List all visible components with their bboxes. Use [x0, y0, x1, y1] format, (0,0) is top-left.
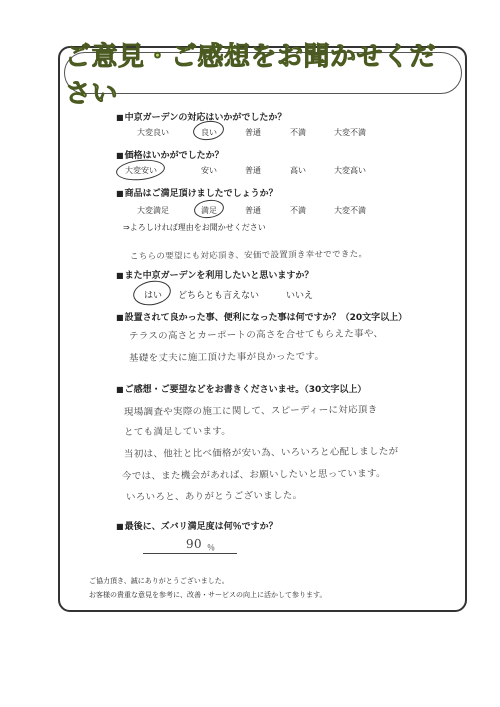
q6-answer-line-4: 今では、また機会があれば、お願いしたいと思っています。 [121, 468, 386, 482]
question-7-label: 最後に、ズバリ満足度は何％ですか？ [124, 522, 278, 532]
square-bullet-icon: ■ [116, 151, 124, 160]
square-bullet-icon: ■ [116, 385, 124, 394]
q6-answer-line-5: いろいろと、ありがとうございました。 [125, 490, 303, 503]
question-1 [116, 110, 286, 123]
q3-reason-prompt: ⇒よろしければ理由をお聞かせください [123, 223, 266, 232]
title-banner [64, 42, 462, 109]
q6-answer-line-1: 現場調査や実際の施工に関して、スピーディーに対応頂き [123, 404, 378, 418]
q4-option-2[interactable]: どちらとも言えない [178, 291, 260, 301]
q2-option-4[interactable]: 高い [290, 166, 306, 175]
square-bullet-icon: ■ [116, 313, 124, 322]
q2-option-1[interactable]: 大変安い [125, 166, 157, 175]
q3-option-1[interactable]: 大変満足 [137, 206, 169, 215]
q3-option-4[interactable]: 不満 [290, 206, 306, 215]
question-5 [116, 310, 407, 323]
question-3 [116, 186, 278, 199]
question-2-label: 価格はいかがでしたか？ [124, 151, 224, 161]
square-bullet-icon: ■ [116, 271, 124, 280]
question-5-label: 設置されて良かった事、便利になった事は何ですか？（20文字以上） [124, 313, 408, 323]
q5-answer-line-2: 基礎を丈夫に施工頂けた事が良かったです。 [128, 350, 325, 364]
q1-option-4[interactable]: 不満 [290, 128, 306, 137]
q1-option-2[interactable]: 良い [201, 128, 217, 137]
q5-answer-line-1: テラスの高さとカーポートの高さを合せてもらえた事や、 [128, 328, 384, 342]
q1-option-1[interactable]: 大変良い [137, 128, 169, 137]
q1-option-5[interactable]: 大変不満 [334, 128, 366, 137]
q3-option-2[interactable]: 満足 [201, 206, 217, 215]
q7-answer-line [143, 553, 237, 554]
question-7 [116, 519, 278, 532]
q7-unit: ％ [207, 543, 215, 552]
footer-thanks: ご協力頂き、誠にありがとうございました。 [89, 577, 229, 585]
q2-option-5[interactable]: 大変高い [334, 166, 366, 175]
q3-option-3[interactable]: 普通 [245, 206, 261, 215]
q6-answer-line-2: とても満足しています。 [123, 425, 232, 438]
footer-note: お客様の貴重な意見を参考に、改善・サービスの向上に活かして参ります。 [89, 591, 327, 599]
square-bullet-icon: ■ [116, 113, 124, 122]
question-6-label: ご感想・ご要望などをお書きくださいませ。（30文字以上） [124, 385, 367, 395]
q4-option-3[interactable]: いいえ [286, 291, 314, 301]
q2-option-2[interactable]: 安い [201, 166, 217, 175]
question-2 [116, 148, 224, 161]
q4-option-1[interactable]: はい [144, 291, 163, 301]
square-bullet-icon: ■ [116, 522, 124, 531]
question-4 [116, 268, 313, 281]
q6-answer-line-3: 当初は、他社と比べ価格が安い為、いろいろと心配しましたが [123, 446, 399, 460]
square-bullet-icon: ■ [116, 189, 124, 198]
question-1-label: 中京ガーデンの対応はいかがでしたか？ [124, 113, 287, 123]
page-title: ご意見・ご感想をお聞かせください [65, 42, 437, 109]
q3-reason-answer: こちらの要望にも対応頂き、安価で設置頂き幸せでできた。 [129, 249, 368, 262]
q3-option-5[interactable]: 大変不満 [334, 206, 366, 215]
q7-value: 90 [185, 536, 202, 551]
question-3-label: 商品はご満足頂けましたでしょうか？ [124, 189, 278, 199]
q1-option-3[interactable]: 普通 [245, 128, 261, 137]
question-4-label: また中京ガーデンを利用したいと思いますか？ [124, 271, 314, 281]
question-6 [116, 382, 366, 395]
q2-option-3[interactable]: 普通 [245, 166, 261, 175]
